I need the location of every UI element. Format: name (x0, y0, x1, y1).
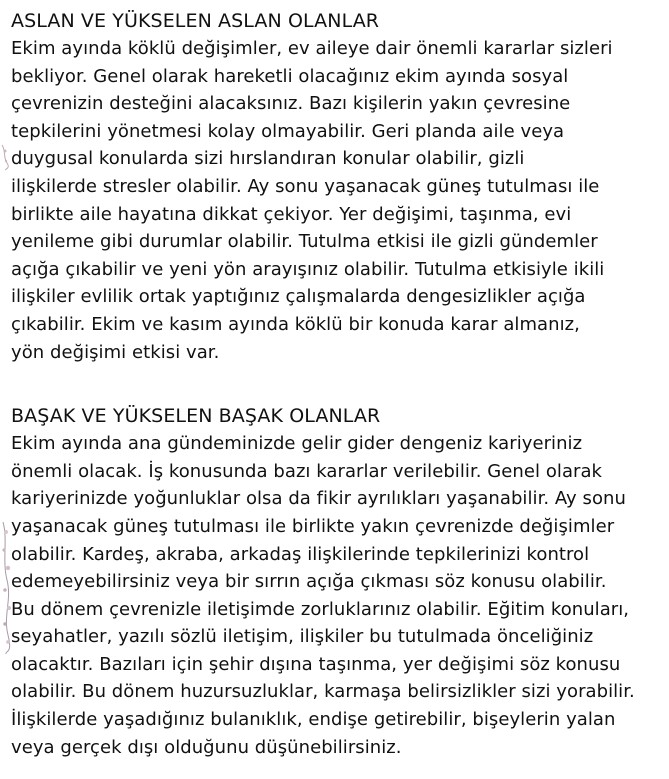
section-aslan (11, 8, 667, 366)
paragraph-line: edemeyebilirsiniz veya bir sırrın açığa çıkması söz konusu olabilir. (11, 571, 607, 593)
article-body (11, 8, 667, 761)
paragraph-line: veya gerçek dışı olduğunu düşünebilirsiniz. (11, 736, 402, 758)
paragraph-line: ilişkiler evlilik ortak yaptığınız çalışmalarda dengesizlikler açığa (11, 286, 586, 308)
paragraph-line: çevrenizin desteğini alacaksınız. Bazı kişilerin yakın çevresine (11, 93, 571, 115)
paragraph-line: Ekim ayında ana gündeminizde gelir gider dengeniz kariyeriniz (11, 433, 583, 455)
paragraph-line: yön değişimi etkisi var. (11, 341, 220, 363)
paragraph-line: Bu dönem çevrenizle iletişimde zorluklarınız olabilir. Eğitim konuları, (11, 598, 630, 620)
paragraph-line: ilişkilerde stresler olabilir. Ay sonu yaşanacak güneş tutulması ile (11, 175, 600, 197)
paragraph-line: bekliyor. Genel olarak hareketli olacağınız ekim ayında sosyal (11, 65, 569, 87)
paragraph-line: birlikte aile hayatına dikkat çekiyor. Yer değişimi, taşınma, evi (11, 203, 572, 225)
section-title: ASLAN VE YÜKSELEN ASLAN OLANLAR (11, 10, 380, 32)
paragraph-line: tepkilerini yönetmesi kolay olmayabilir. Geri planda aile veya (11, 120, 565, 142)
paragraph-line: olacaktır. Bazıları için şehir dışına taşınma, yer değişimi söz konusu (11, 653, 621, 675)
paragraph-line: olabilir. Kardeş, akraba, arkadaş ilişkilerinde tepkilerinizi kontrol (11, 543, 590, 565)
paragraph-line: yaşanacak güneş tutulması ile birlikte yakın çevrenizde değişimler (11, 515, 615, 537)
paragraph-line: duygusal konularda sizi hırslandıran konular olabilir, gizli (11, 148, 525, 170)
paragraph-line: önemli olacak. İş konusunda bazı kararlar verilebilir. Genel olarak (11, 460, 603, 482)
paragraph-line: açığa çıkabilir ve yeni yön arayışınız olabilir. Tutulma etkisiyle ikili (11, 258, 605, 280)
section-basak (11, 403, 667, 761)
paragraph-line: yenileme gibi durumlar olabilir. Tutulma etkisi ile gizli gündemler (11, 231, 598, 253)
paragraph-line: olabilir. Bu dönem huzursuzluklar, karmaşa belirsizlikler sizi yorabilir. (11, 681, 635, 703)
paragraph-line: seyahatler, yazılı sözlü iletişim, ilişkiler bu tutulmada önceliğiniz (11, 626, 594, 648)
paragraph-line: kariyerinizde yoğunluklar olsa da fikir ayrılıkları yaşanabilir. Ay sonu (11, 488, 626, 510)
paragraph-line: Ekim ayında köklü değişimler, ev aileye dair önemli kararlar sizleri (11, 38, 613, 59)
paragraph-line: İlişkilerde yaşadığınız bulanıklık, endişe getirebilir, bişeylerin yalan (11, 709, 616, 731)
section-title: BAŞAK VE YÜKSELEN BAŞAK OLANLAR (11, 405, 381, 428)
paragraph-line: çıkabilir. Ekim ve kasım ayında köklü bir konuda karar almanız, (11, 313, 580, 335)
